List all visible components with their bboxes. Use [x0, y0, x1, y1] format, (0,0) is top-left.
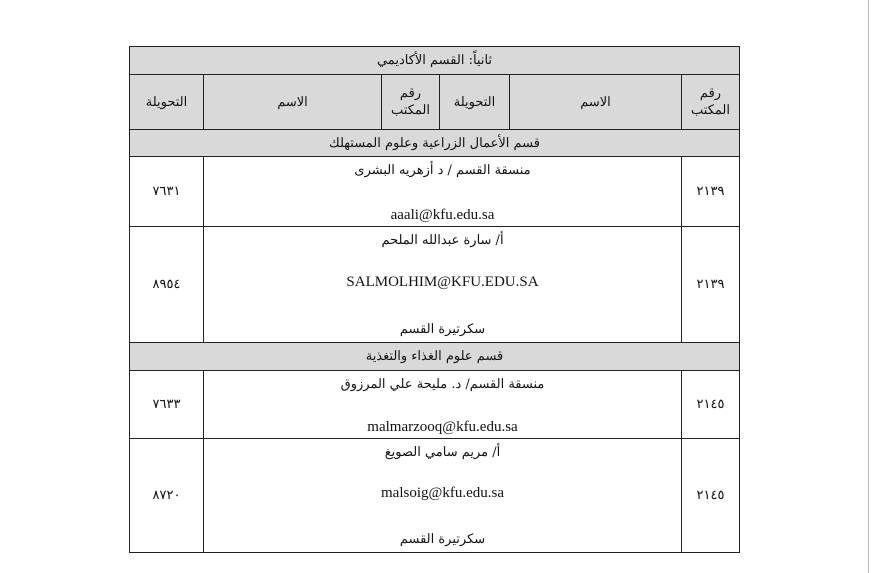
page-edge-line — [868, 0, 869, 573]
person-role: سكرتيرة القسم — [399, 322, 486, 337]
person-cell — [204, 157, 682, 227]
section-title: ثانياً: القسم الأكاديمي — [130, 47, 740, 75]
header-row — [130, 75, 740, 130]
person-email: aaali@kfu.edu.sa — [390, 207, 495, 223]
person-cell — [204, 439, 682, 553]
table-row — [130, 227, 740, 343]
person-email: malsoig@kfu.edu.sa — [381, 485, 504, 501]
person-title: أ/ سارة عبدالله الملحم — [381, 233, 504, 248]
header-office-number: رقم المكتب — [682, 75, 740, 130]
header-extension: التحويلة — [440, 75, 510, 130]
person-email: SALMOLHIM@KFU.EDU.SA — [346, 274, 539, 290]
office-number: ٢١٣٩ — [682, 227, 740, 343]
person-email: malmarzooq@kfu.edu.sa — [367, 419, 518, 435]
table-row — [130, 439, 740, 553]
department-row — [130, 343, 740, 371]
extension-number: ٨٩٥٤ — [130, 227, 204, 343]
extension-number: ٧٦٣١ — [130, 157, 204, 227]
header-name: الاسم — [204, 75, 382, 130]
header-extension: التحويلة — [130, 75, 204, 130]
header-office-number: رقم المكتب — [382, 75, 440, 130]
office-number: ٢١٤٥ — [682, 371, 740, 439]
academic-directory-table — [129, 46, 740, 553]
person-role: سكرتيرة القسم — [399, 532, 486, 547]
header-name: الاسم — [510, 75, 682, 130]
department-name: قسم علوم الغذاء والتغذية — [130, 343, 740, 371]
table-row — [130, 157, 740, 227]
person-cell — [204, 371, 682, 439]
office-number: ٢١٣٩ — [682, 157, 740, 227]
department-name: قسم الأعمال الزراعية وعلوم المستهلك — [130, 130, 740, 157]
department-row — [130, 130, 740, 157]
person-title: منسقة القسم / د أزهريه البشرى — [354, 163, 531, 178]
person-cell — [204, 227, 682, 343]
table-row — [130, 371, 740, 439]
office-number: ٢١٤٥ — [682, 439, 740, 553]
section-title-row — [130, 47, 740, 75]
person-title: منسقة القسم/ د. مليحة علي المرزوق — [340, 377, 545, 392]
person-title: أ/ مريم سامي الصويغ — [384, 445, 501, 460]
extension-number: ٨٧٢٠ — [130, 439, 204, 553]
extension-number: ٧٦٣٣ — [130, 371, 204, 439]
